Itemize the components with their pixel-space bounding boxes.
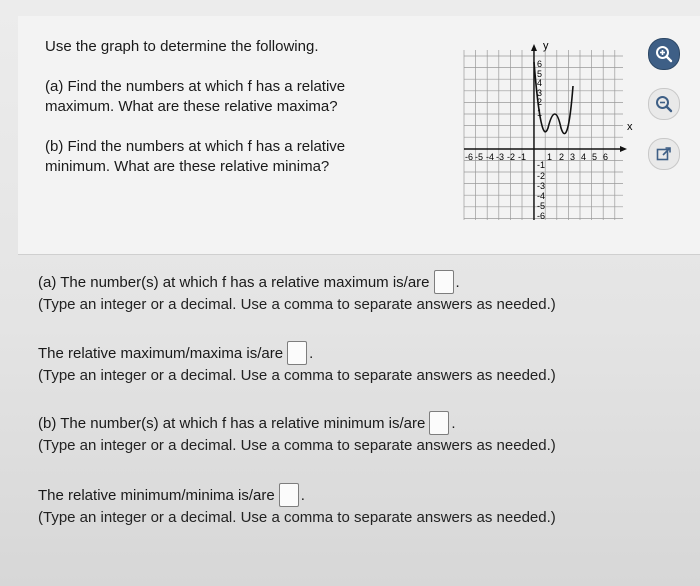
open-graph-button[interactable] <box>648 138 680 170</box>
answer-block-b-numbers <box>38 411 556 456</box>
y-tick-label: -5 <box>537 201 546 211</box>
graph-svg <box>455 38 635 220</box>
y-tick-labels <box>537 59 545 220</box>
question-a-text: (a) Find the numbers at which f has a relative maximum. What are these relative maxima? <box>45 78 346 115</box>
magnifier-minus-icon <box>654 94 674 114</box>
answer-block-b-values <box>38 483 556 528</box>
answer-a-numbers-label: (a) The number(s) at which f has a relative maximum is/are <box>38 273 430 291</box>
y-tick-label: 6 <box>537 59 543 69</box>
x-axis-arrow <box>620 146 627 152</box>
graph-tools <box>648 38 684 188</box>
zoom-in-button[interactable] <box>648 38 680 70</box>
x-tick-label: -3 <box>496 152 505 162</box>
y-tick-label: 3 <box>537 88 543 98</box>
magnifier-plus-icon <box>654 44 674 64</box>
x-tick-label: -5 <box>475 152 484 162</box>
x-tick-label: -1 <box>518 152 527 162</box>
x-tick-label: -2 <box>507 152 516 162</box>
answer-block-a-values <box>38 341 556 386</box>
x-tick-label: -6 <box>465 152 474 162</box>
answer-a-values-period: . <box>309 344 314 362</box>
y-tick-label: -4 <box>537 191 546 201</box>
answer-b-values-period: . <box>300 486 305 504</box>
y-axis-arrow <box>531 44 537 51</box>
x-tick-label: 5 <box>592 152 598 162</box>
answer-b-numbers-hint: (Type an integer or a decimal. Use a comma to separate answers as needed.) <box>38 437 556 454</box>
y-tick-label: 5 <box>537 69 543 79</box>
answer-b-values-input[interactable] <box>279 483 299 507</box>
question-b-text: (b) Find the numbers at which f has a relative minimum. What are these relative minima? <box>45 138 346 175</box>
x-tick-label: -4 <box>486 152 495 162</box>
answer-a-numbers-period: . <box>455 273 460 291</box>
answer-a-numbers-input[interactable] <box>434 270 454 294</box>
answer-a-values-hint: (Type an integer or a decimal. Use a comma to separate answers as needed.) <box>38 367 556 384</box>
answer-a-numbers-hint: (Type an integer or a decimal. Use a comma to separate answers as needed.) <box>38 296 556 313</box>
x-tick-label: 2 <box>559 152 565 162</box>
y-tick-label: -6 <box>537 211 546 220</box>
function-graph <box>455 38 635 220</box>
x-tick-label: 1 <box>547 152 553 162</box>
y-tick-label: -1 <box>537 160 546 170</box>
x-tick-label: 3 <box>570 152 576 162</box>
zoom-out-button[interactable] <box>648 88 680 120</box>
y-tick-label: 2 <box>537 97 543 107</box>
x-tick-label: 6 <box>603 152 609 162</box>
answer-b-numbers-input[interactable] <box>429 411 449 435</box>
answer-block-a-numbers <box>38 270 556 315</box>
answer-a-values-input[interactable] <box>287 341 307 365</box>
y-tick-label: 1 <box>537 108 543 118</box>
answer-a-values-label: The relative maximum/maxima is/are <box>38 344 284 362</box>
answer-b-values-hint: (Type an integer or a decimal. Use a comma to separate answers as needed.) <box>38 509 556 526</box>
external-link-icon <box>655 145 673 163</box>
y-tick-label: -3 <box>537 181 546 191</box>
answer-b-values-label: The relative minimum/minima is/are <box>38 486 275 504</box>
y-tick-label: 4 <box>537 78 543 88</box>
y-axis-label: y <box>543 40 549 52</box>
x-axis-label: x <box>627 121 633 133</box>
answer-b-numbers-label: (b) The number(s) at which f has a relative minimum is/are <box>38 414 426 432</box>
y-tick-label: -2 <box>537 171 546 181</box>
prompt-text: Use the graph to determine the following. <box>45 38 319 55</box>
x-tick-label: 4 <box>581 152 587 162</box>
answer-b-numbers-period: . <box>451 414 456 432</box>
